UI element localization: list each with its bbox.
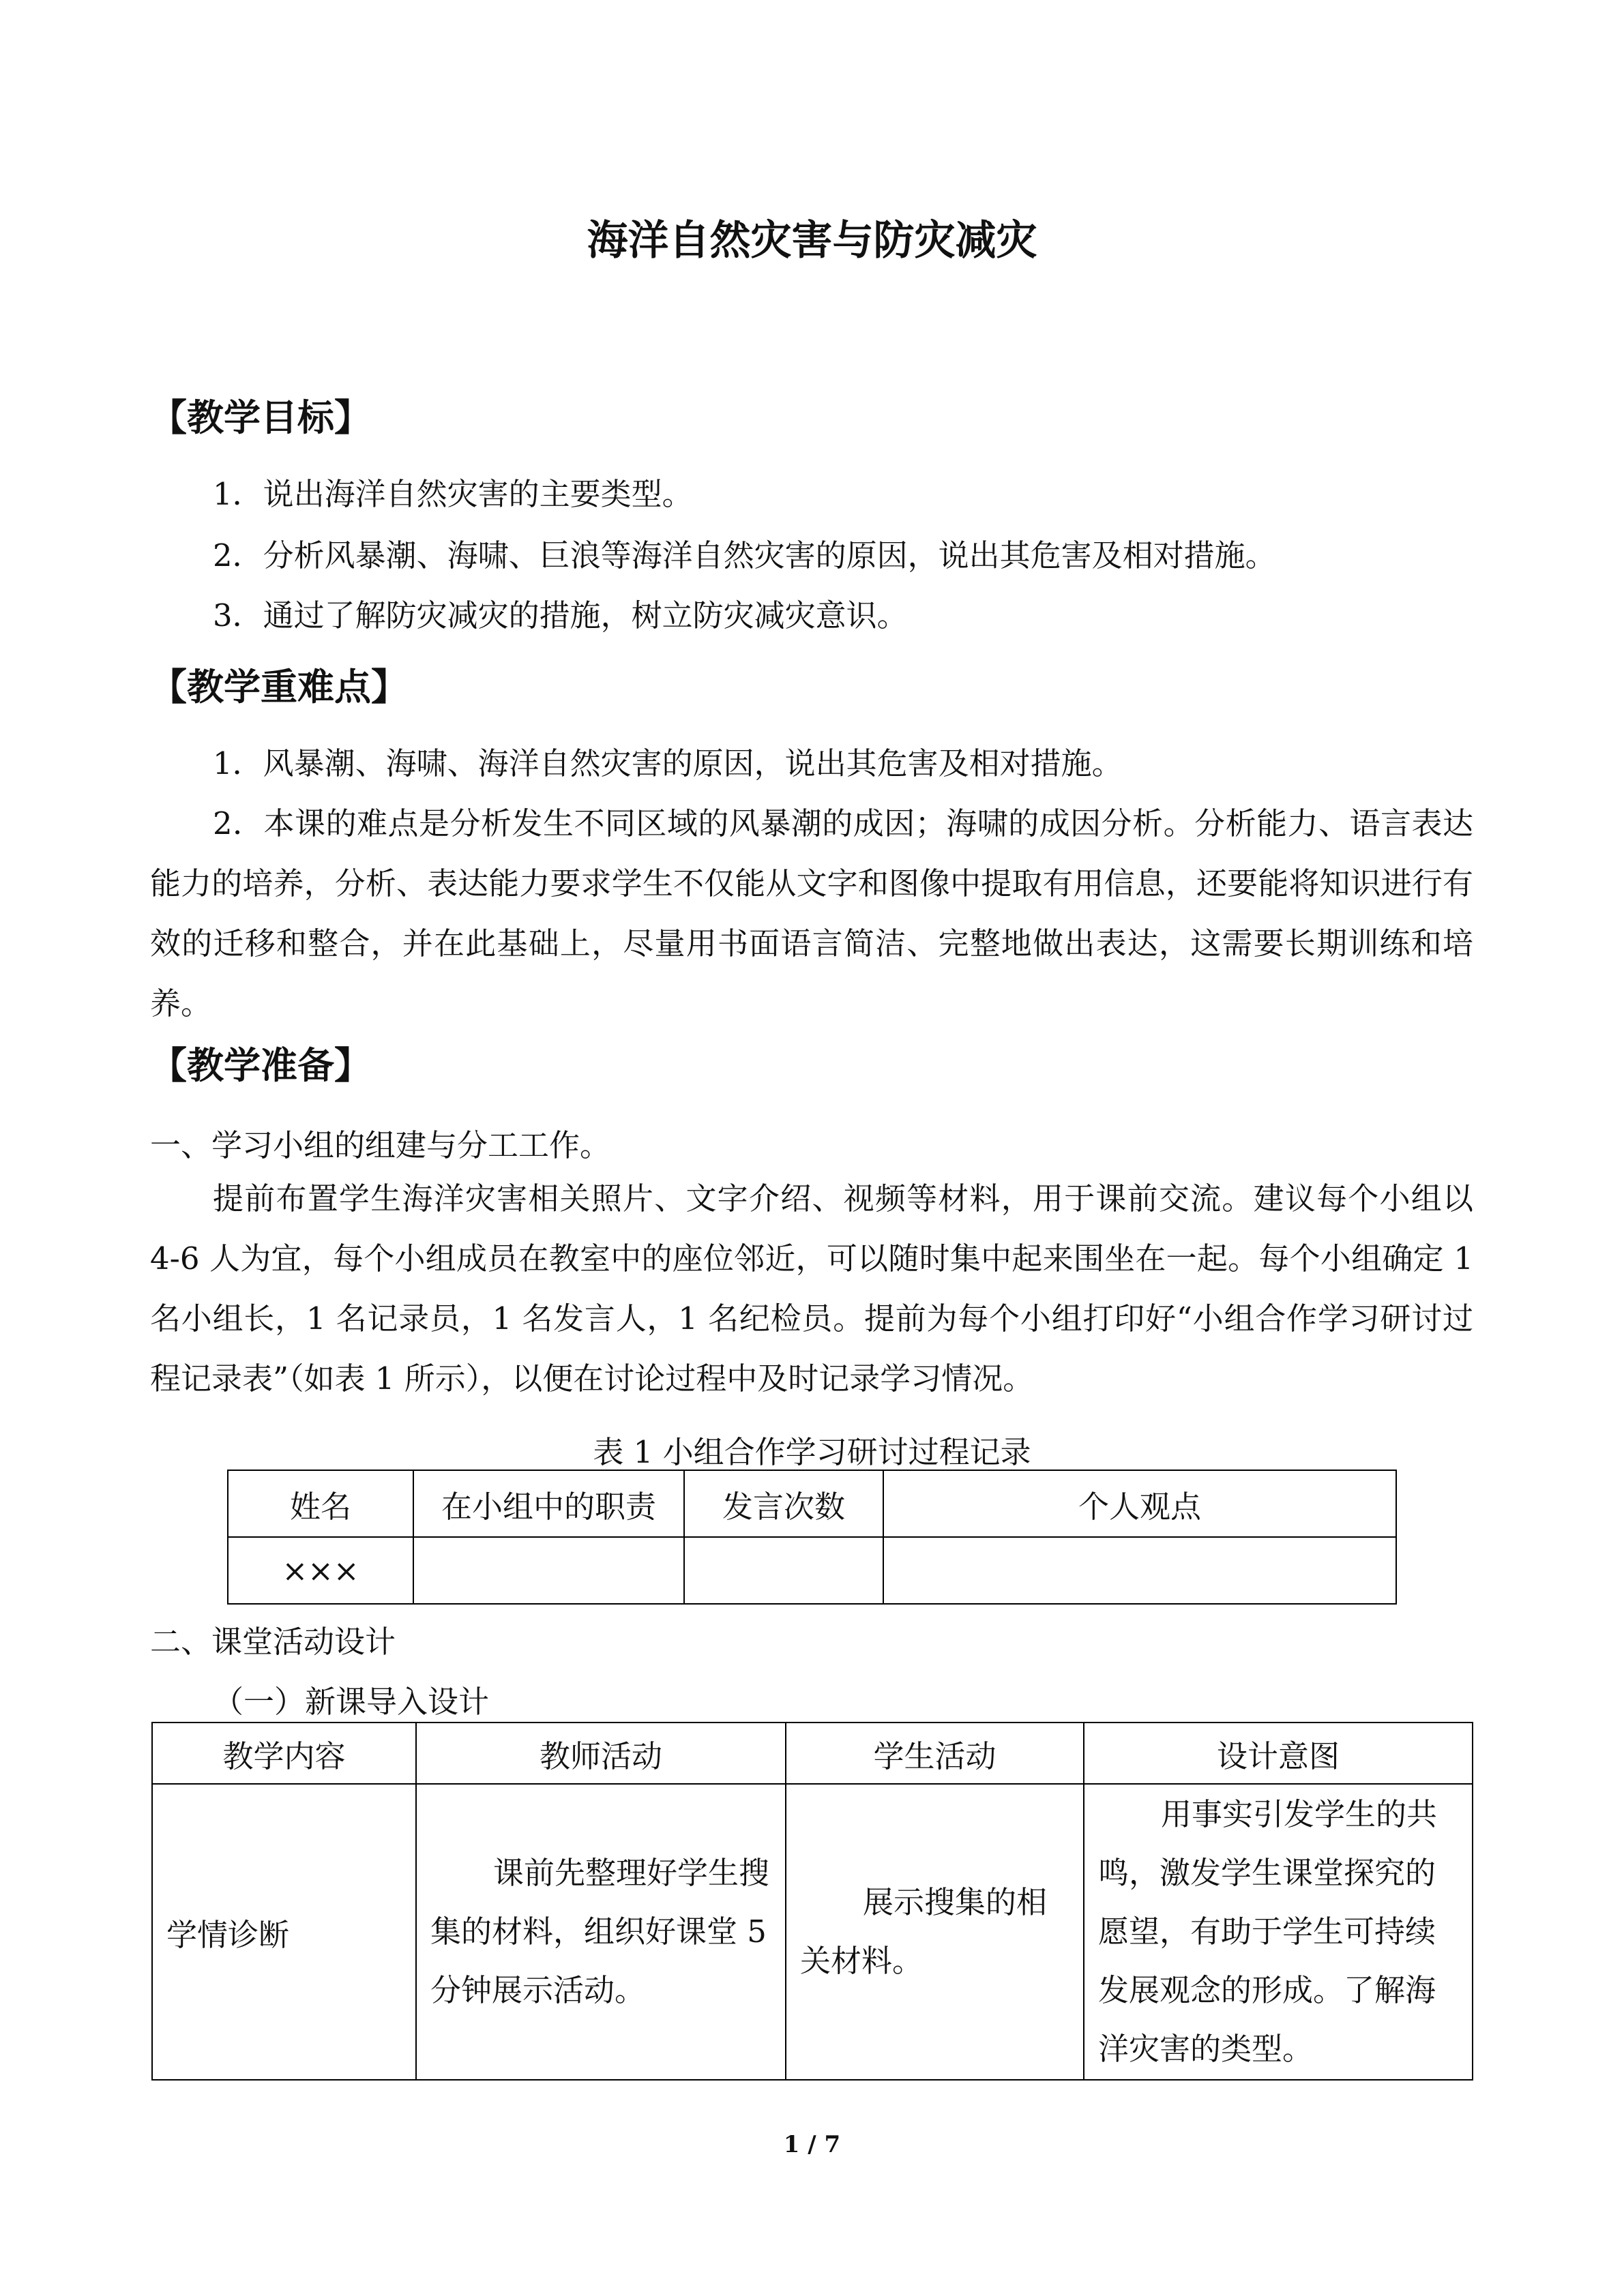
table-cell: ××× [228, 1537, 413, 1604]
table-header-cell: 个人观点 [883, 1470, 1396, 1537]
table1-caption: 表 1 小组合作学习研讨过程记录 [593, 1434, 1031, 1470]
table-header-cell: 设计意图 [1084, 1723, 1473, 1784]
table-cell [416, 1784, 786, 2080]
table-header-cell: 教师活动 [416, 1723, 786, 1784]
table-header-cell: 姓名 [228, 1470, 413, 1537]
table-cell [684, 1537, 883, 1604]
student-activity-text: 展示搜集的相关材料。 [800, 1884, 1048, 1979]
table-header-cell: 教学内容 [152, 1723, 416, 1784]
table-header-cell: 发言次数 [684, 1470, 883, 1537]
page-number: 1 / 7 [783, 2131, 841, 2158]
table-row [152, 1784, 1473, 2080]
table-cell [152, 1784, 416, 2080]
lesson-intro-table [151, 1722, 1473, 2081]
table-cell [1084, 1784, 1473, 2080]
table-cell [883, 1537, 1396, 1604]
table-header-row [228, 1470, 1396, 1537]
goal-item-2: 2．分析风暴潮、海啸、巨浪等海洋自然灾害的原因，说出其危害及相对措施。 [213, 537, 1276, 573]
heading-preparation: 【教学准备】 [150, 1044, 371, 1087]
table-header-cell: 在小组中的职责 [413, 1470, 684, 1537]
key-point-1: 1．风暴潮、海啸、海洋自然灾害的原因，说出其危害及相对措施。 [213, 745, 1123, 781]
table-header-cell: 学生活动 [786, 1723, 1084, 1784]
heading-teaching-goals: 【教学目标】 [150, 396, 371, 439]
goal-item-3: 3．通过了解防灾减灾的措施，树立防灾减灾意识。 [213, 597, 908, 633]
prep-part1-text: 提前布置学生海洋灾害相关照片、文字介绍、视频等材料，用于课前交流。建议每个小组以 4-6 人为宜，每个小组成员在教室中的座位邻近，可以随时集中起来围坐在一起。每个小组确定 1 名小组长，1 名记录员，1 名发言人，1 名纪检员。提前为每个小组打印好“小组合作学习研讨过程记录表”（如表 1 所示），以便在讨论过程中及时记录学习情况。 [150, 1180, 1473, 1397]
table-row [228, 1537, 1396, 1604]
goal-item-1: 1．说出海洋自然灾害的主要类型。 [213, 476, 693, 512]
table-cell [413, 1537, 684, 1604]
prep-sub1-title: （一）新课导入设计 [213, 1684, 490, 1720]
document-title: 海洋自然灾害与防灾减灾 [587, 217, 1037, 265]
key-point-2: 2．本课的难点是分析发生不同区域的风暴潮的成因；海啸的成因分析。分析能力、语言表达能力的培养，分析、表达能力要求学生不仅能从文字和图像中提取有用信息，还要能将知识进行有效的迁移和整合，并在此基础上，尽量用书面语言简洁、完整地做出表达，这需要长期训练和培养。 [150, 805, 1473, 1022]
group-record-table [227, 1470, 1397, 1605]
prep-part2-title: 二、课堂活动设计 [150, 1624, 396, 1660]
table-header-row [152, 1723, 1473, 1784]
content-cell-text: 学情诊断 [166, 1916, 290, 1953]
teacher-activity-text: 课前先整理好学生搜集的材料，组织好课堂 5 分钟展示活动。 [430, 1855, 770, 2008]
table-cell [786, 1784, 1084, 2080]
heading-key-points: 【教学重难点】 [150, 666, 408, 709]
prep-part1-title: 一、学习小组的组建与分工工作。 [150, 1127, 611, 1163]
design-intent-text: 用事实引发学生的共鸣，激发学生课堂探究的愿望，有助于学生可持续发展观念的形成。了解海洋灾害的类型。 [1098, 1796, 1438, 2067]
